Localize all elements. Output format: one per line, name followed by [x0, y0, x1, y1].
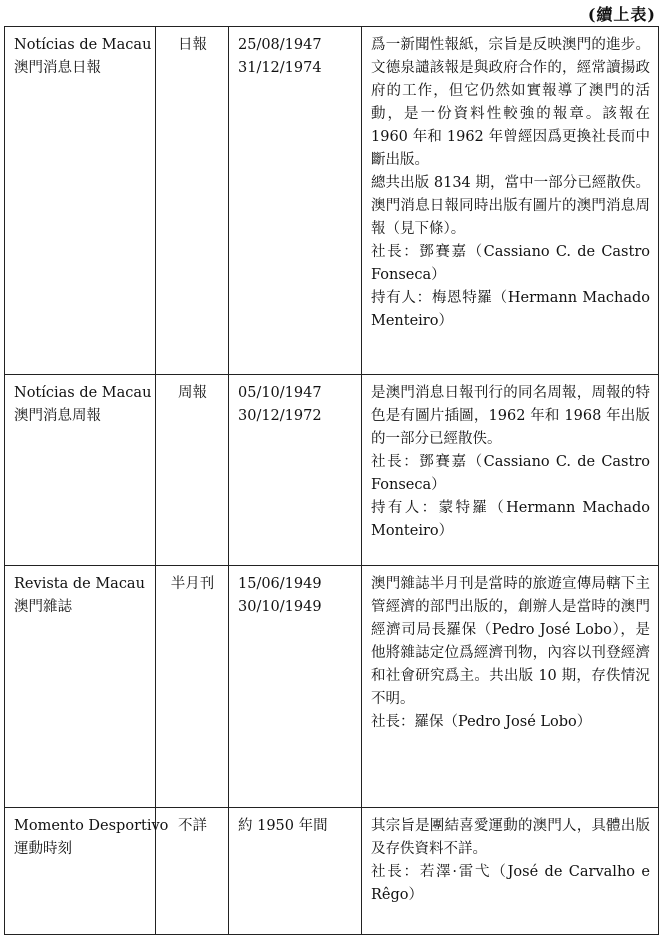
publication-name-cell: [5, 808, 169, 935]
owner-line: 持有人：梅恩特羅（Hermann Machado Menteiro）: [371, 290, 650, 329]
start-date: 25/08/1947: [238, 37, 322, 53]
publication-name-chinese: 運動時刻: [14, 841, 72, 857]
continued-from-previous-label: (續上表): [587, 5, 656, 24]
start-date: 05/10/1947: [238, 385, 322, 401]
dates-cell: [229, 375, 362, 566]
publication-name-portuguese: Notícias de Macau: [14, 37, 152, 53]
director-line: 社長：羅保（Pedro José Lobo）: [371, 714, 592, 730]
publication-name-cell: [5, 27, 156, 375]
publication-name-chinese: 澳門消息周報: [14, 408, 101, 424]
frequency-cell: 半月刊: [156, 566, 229, 808]
description-paragraph: 是澳門消息日報刊行的同名周報，周報的特色是有圖片插圖，1962 年和 1968 年出版的一部分已經散佚。: [371, 385, 650, 447]
dates-cell: [229, 808, 362, 935]
frequency-cell: 周報: [156, 375, 229, 566]
table-row: [5, 375, 659, 566]
publication-name-cell: [5, 375, 156, 566]
frequency-cell: 日報: [156, 27, 229, 375]
director-line: 社長：若澤·雷弋（José de Carvalho e Rêgo）: [371, 864, 650, 903]
publication-name-chinese: 澳門雜誌: [14, 599, 72, 615]
dates-cell: [229, 27, 362, 375]
start-date: 15/06/1949: [238, 576, 322, 592]
director-line: 社長：鄧賽嘉（Cassiano C. de Castro Fonseca）: [371, 244, 650, 283]
table-row: [5, 27, 659, 375]
end-date: 30/10/1949: [238, 599, 322, 615]
frequency-cell: 不詳: [156, 808, 229, 935]
end-date: 31/12/1974: [238, 60, 322, 76]
description-cell: [362, 375, 659, 566]
table-row: [5, 808, 659, 935]
description-cell: [362, 27, 659, 375]
dates-cell: [229, 566, 362, 808]
description-paragraph: 總共出版 8134 期，當中一部分已經散佚。澳門消息日報同時出版有圖片的澳門消息周報（見下條）。: [371, 175, 650, 237]
director-line: 社長：鄧賽嘉（Cassiano C. de Castro Fonseca）: [371, 454, 650, 493]
publication-name-portuguese: Revista de Macau: [14, 576, 145, 592]
publication-name-chinese: 澳門消息日報: [14, 60, 101, 76]
description-paragraph: 爲一新聞性報紙，宗旨是反映澳門的進步。文德泉譴該報是與政府合作的，經常讀揚政府的工作，但它仍然如實報導了澳門的活動，是一份資料性較強的報章。該報在 1960 年和 1962 年曾經因爲更換社長而中斷出版。: [371, 37, 650, 168]
publication-name-portuguese: Notícias de Macau: [14, 385, 152, 401]
description-cell: [362, 566, 659, 808]
description-cell: [362, 808, 659, 935]
table-row: [5, 566, 659, 808]
publication-name-cell: [5, 566, 156, 808]
owner-line: 持有人：蒙特羅（Hermann Machado Monteiro）: [371, 500, 650, 539]
end-date: 30/12/1972: [238, 408, 322, 424]
start-date: 約 1950 年間: [238, 818, 328, 834]
description-paragraph: 澳門雜誌半月刊是當時的旅遊宣傳局轄下主管經濟的部門出版的，創辦人是當時的澳門經濟司局長羅保（Pedro José Lobo），是他將雜誌定位爲經濟刊物，內容以刊登經濟和社會研究爲主。共出版 10 期，存佚情況不明。: [371, 576, 650, 707]
publication-name-portuguese: Momento Desportivo: [14, 818, 169, 834]
description-paragraph: 其宗旨是團結喜愛運動的澳門人，具體出版及存佚資料不詳。: [371, 818, 650, 857]
periodicals-table: [4, 26, 659, 935]
